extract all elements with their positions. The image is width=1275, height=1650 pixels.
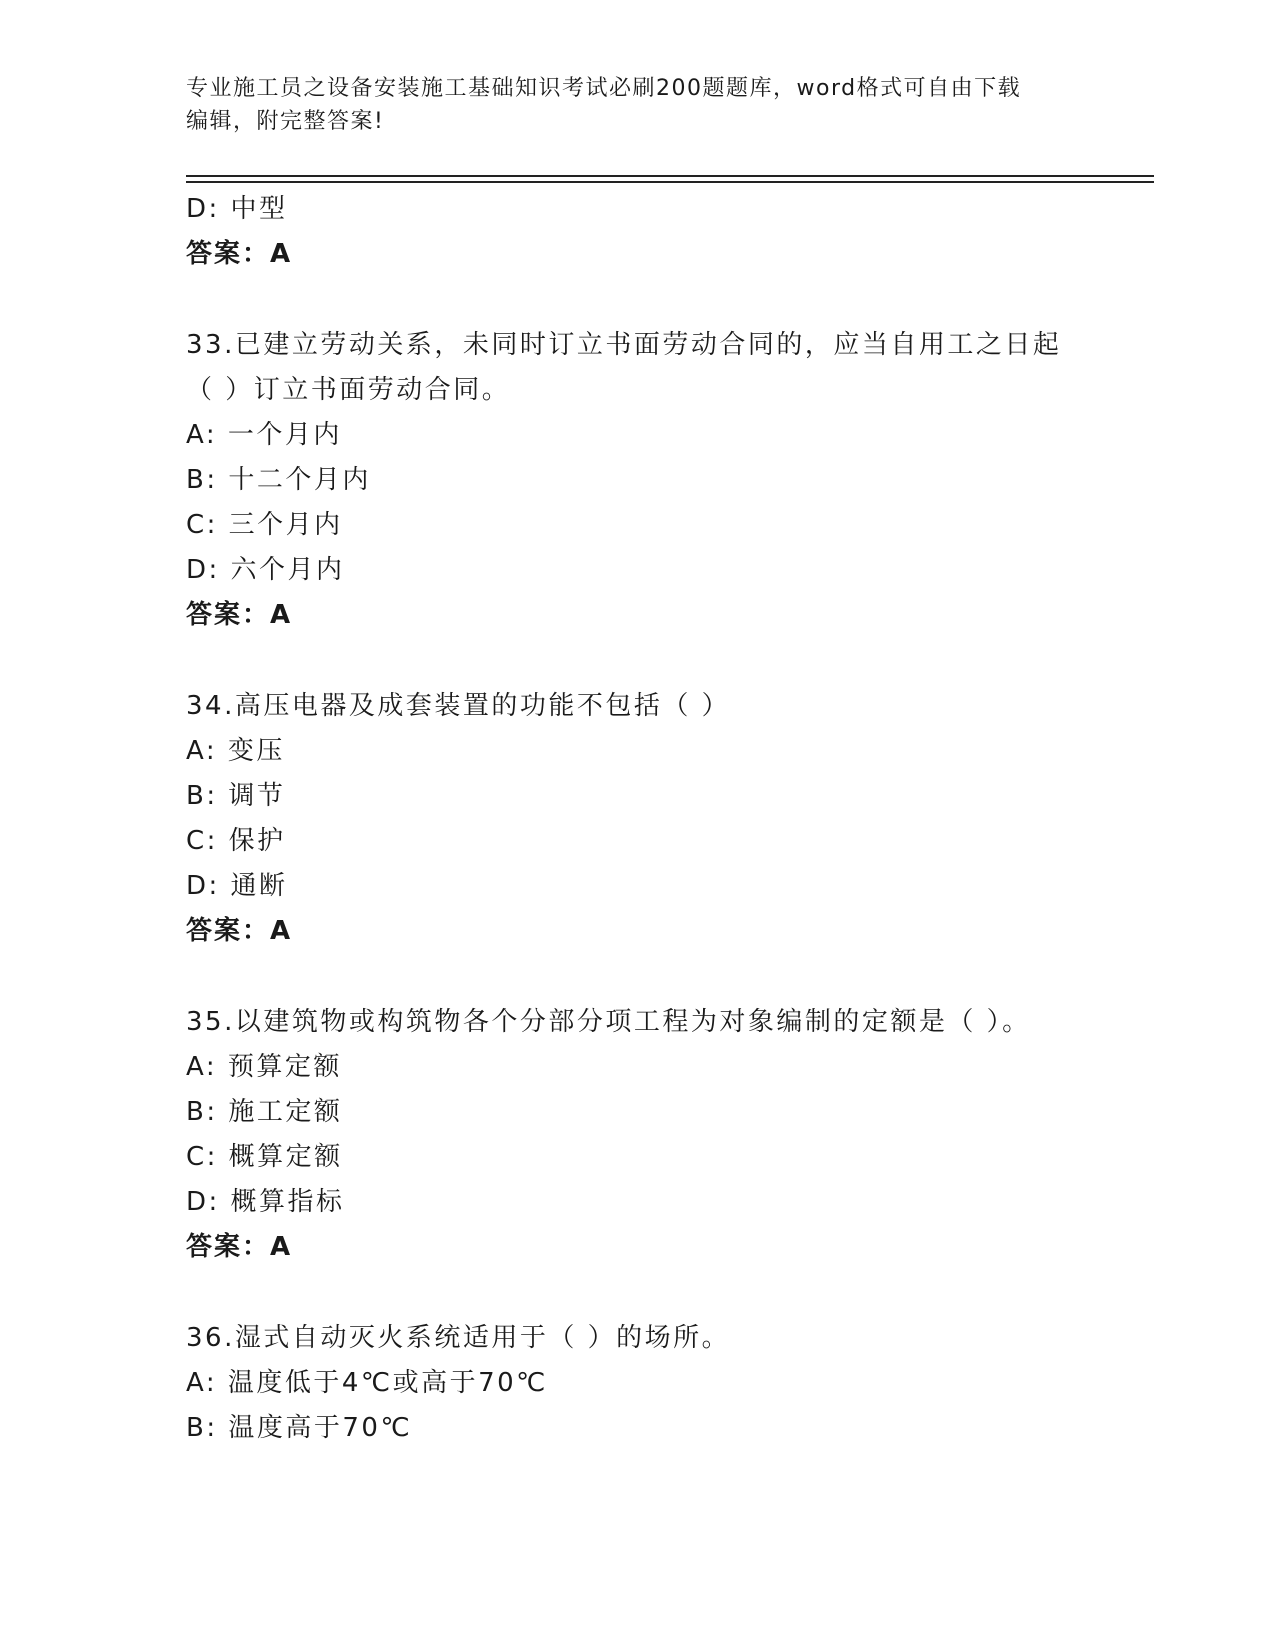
option-a: A: 一个月内	[186, 420, 342, 450]
option-b: B: 十二个月内	[186, 465, 371, 495]
header-title-line-1: 专业施工员之设备安装施工基础知识考试必刷200题题库，word格式可自由下载	[186, 76, 1022, 101]
question-33	[186, 323, 1154, 638]
option-c: C: 概算定额	[186, 1142, 343, 1172]
spacer	[186, 1270, 1154, 1316]
option-a: A: 预算定额	[186, 1052, 342, 1082]
option-d: D: 概算指标	[186, 1187, 345, 1217]
spacer	[186, 638, 1154, 684]
option-b: B: 温度高于70℃	[186, 1413, 413, 1443]
option-d: D: 六个月内	[186, 555, 345, 585]
answer-line: 答案：A	[186, 916, 293, 946]
header-rule-top	[186, 175, 1154, 177]
spacer	[186, 954, 1154, 1000]
option-c: C: 保护	[186, 826, 286, 856]
answer-line: 答案：A	[186, 239, 293, 269]
answer-line: 答案：A	[186, 600, 293, 630]
answer-line: 答案：A	[186, 1232, 293, 1262]
option-b: B: 施工定额	[186, 1097, 343, 1127]
question-stem-line: （ ）订立书面劳动合同。	[186, 375, 511, 405]
question-stem-line: 33.已建立劳动关系，未同时订立书面劳动合同的，应当自用工之日起	[186, 330, 1062, 360]
option-a: A: 变压	[186, 736, 285, 766]
option-c: C: 三个月内	[186, 510, 343, 540]
question-34	[186, 684, 1154, 954]
header-rule-bottom	[186, 181, 1154, 183]
question-stem-line: 35.以建筑物或构筑物各个分部分项工程为对象编制的定额是（ ）。	[186, 1007, 1031, 1037]
question-list	[186, 187, 1154, 1451]
question-stem-line: 34.高压电器及成套装置的功能不包括（ ）	[186, 691, 731, 721]
option-a: A: 温度低于4℃或高于70℃	[186, 1368, 548, 1398]
option-b: B: 调节	[186, 781, 286, 811]
question-35	[186, 1000, 1154, 1270]
option-d: D: 通断	[186, 871, 288, 901]
question-36	[186, 1316, 1154, 1451]
spacer	[186, 277, 1154, 323]
question-stem-line: 36.湿式自动灭火系统适用于（ ）的场所。	[186, 1323, 731, 1353]
option-d: D: 中型	[186, 194, 288, 224]
header-title-line-2: 编辑，附完整答案!	[186, 109, 385, 134]
document-header	[186, 72, 1086, 138]
